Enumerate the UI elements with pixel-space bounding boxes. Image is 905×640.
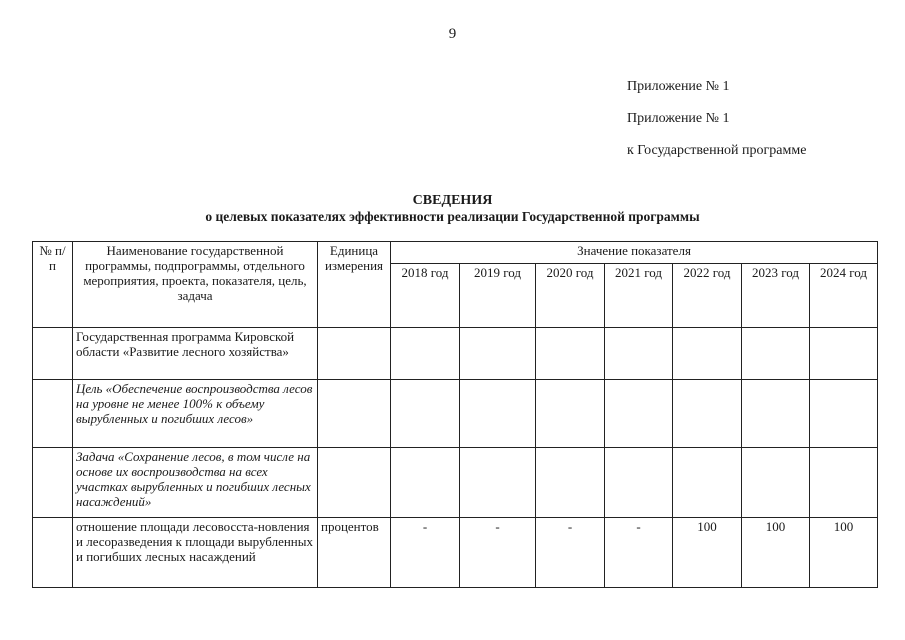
row-value (605, 380, 673, 448)
header-year: 2018 год (391, 264, 460, 328)
row-value: 100 (810, 518, 878, 588)
row-value (673, 380, 742, 448)
row-value (742, 380, 810, 448)
appendix-line-1: Приложение № 1 (627, 79, 730, 94)
table-row (33, 448, 878, 518)
row-unit (318, 328, 391, 380)
row-name: Государственная программа Кировской области «Развитие лесного хозяйства» (73, 328, 318, 380)
row-value: - (536, 518, 605, 588)
appendix-line-3: к Государственной программе (627, 143, 807, 158)
header-year: 2020 год (536, 264, 605, 328)
page-number: 9 (448, 26, 457, 42)
row-value (605, 448, 673, 518)
table-row (33, 518, 878, 588)
row-value: - (460, 518, 536, 588)
document-subtitle: о целевых показателях эффективности реализации Государственной программы (205, 209, 700, 224)
row-value (460, 328, 536, 380)
header-value-group: Значение показателя (391, 242, 878, 264)
row-value (536, 328, 605, 380)
row-name: Задача «Сохранение лесов, в том числе на основе их воспроизводства на всех участках вырубленных и погибших лесных насаждений» (73, 448, 318, 518)
row-value (391, 328, 460, 380)
header-year: 2019 год (460, 264, 536, 328)
row-value (460, 448, 536, 518)
header-year: 2024 год (810, 264, 878, 328)
header-unit: Единица измерения (318, 242, 391, 328)
row-name: Цель «Обеспечение воспроизводства лесов на уровне не менее 100% к объему вырубленных и погибших лесов» (73, 380, 318, 448)
table-row (33, 380, 878, 448)
row-value: - (605, 518, 673, 588)
row-num (33, 380, 73, 448)
row-unit: процентов (318, 518, 391, 588)
row-value (742, 328, 810, 380)
appendix-line-2: Приложение № 1 (627, 111, 730, 126)
row-value (536, 448, 605, 518)
row-name: отношение площади лесовосста-новления и лесоразведения к площади вырубленных и погибших лесных насаждений (73, 518, 318, 588)
row-value: - (391, 518, 460, 588)
indicators-table (32, 241, 878, 588)
header-year: 2021 год (605, 264, 673, 328)
row-unit (318, 380, 391, 448)
row-value (536, 380, 605, 448)
header-name: Наименование государственной программы, подпрограммы, отдельного мероприятия, проекта, показателя, цель, задача (73, 242, 318, 328)
row-value (673, 448, 742, 518)
row-value (810, 328, 878, 380)
row-value: 100 (742, 518, 810, 588)
row-value (673, 328, 742, 380)
row-value (391, 380, 460, 448)
row-num (33, 328, 73, 380)
header-num: № п/п (33, 242, 73, 328)
row-value (391, 448, 460, 518)
row-value (810, 448, 878, 518)
header-year: 2022 год (673, 264, 742, 328)
row-value: 100 (673, 518, 742, 588)
row-value (810, 380, 878, 448)
row-value (605, 328, 673, 380)
header-year: 2023 год (742, 264, 810, 328)
row-value (460, 380, 536, 448)
table-row (33, 328, 878, 380)
row-value (742, 448, 810, 518)
row-num (33, 518, 73, 588)
row-num (33, 448, 73, 518)
row-unit (318, 448, 391, 518)
document-title: СВЕДЕНИЯ (412, 193, 493, 208)
